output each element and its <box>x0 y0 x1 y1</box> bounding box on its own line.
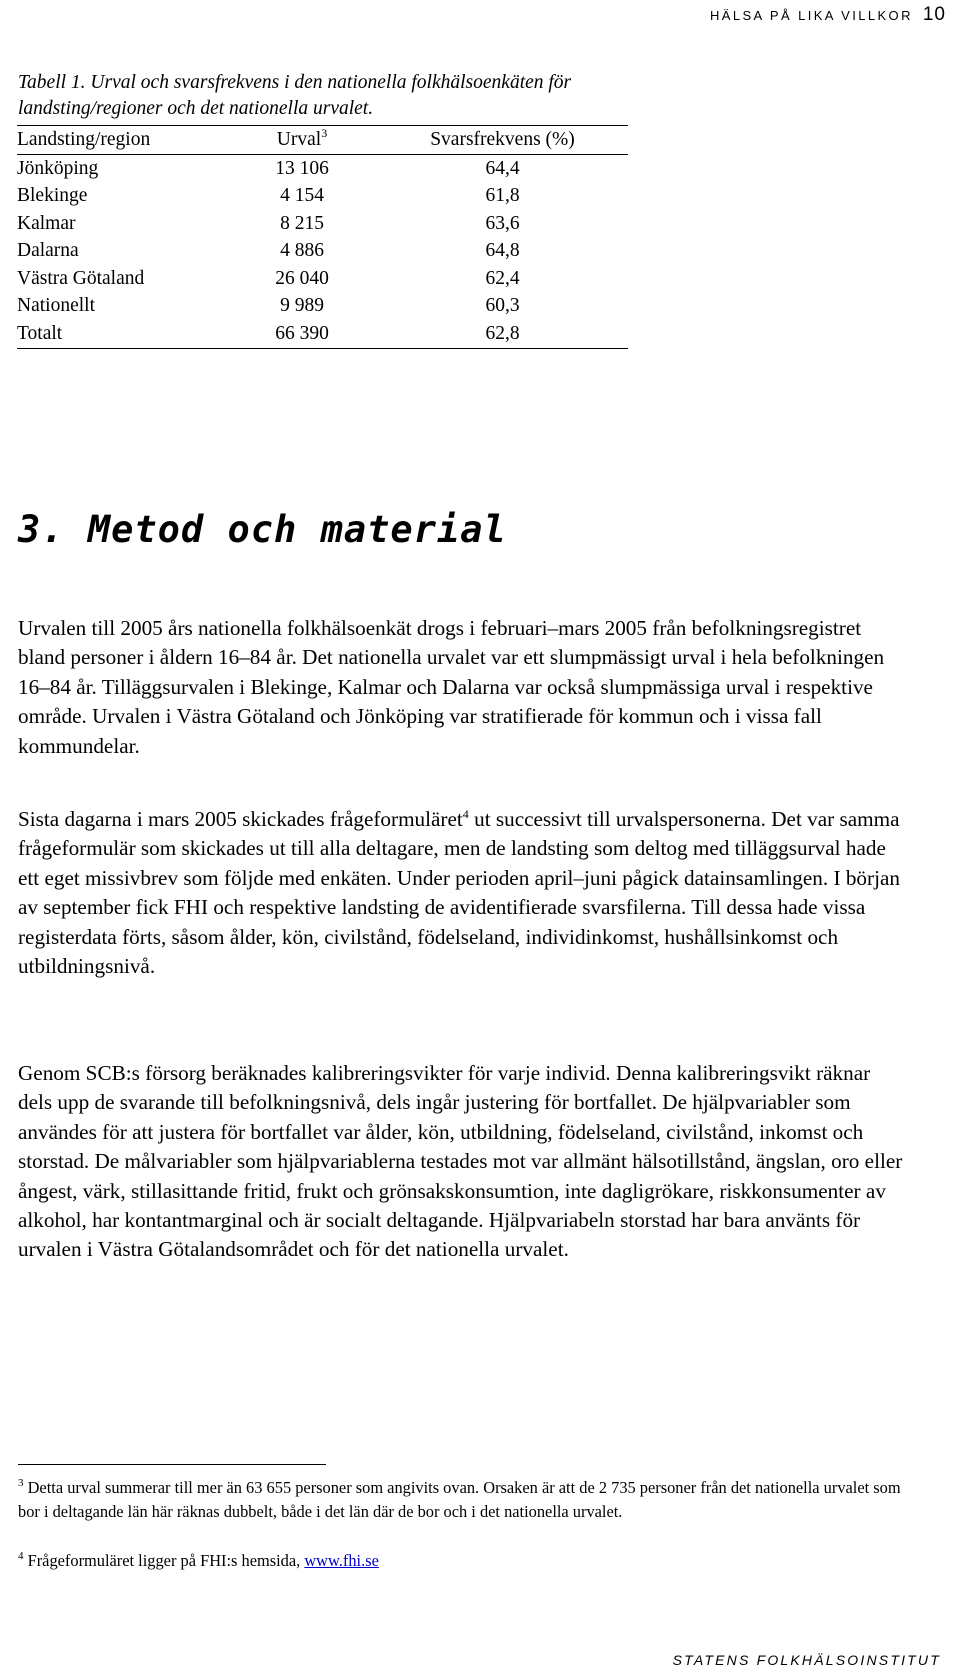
cell-rate <box>377 238 628 266</box>
cell-region: Kalmar <box>17 212 76 234</box>
cell-urval: 9 989 <box>280 295 324 317</box>
paragraph-2-start: Sista dagarna i mars 2005 skickades frågeformuläret <box>18 807 463 831</box>
cell-region: Västra Götaland <box>17 267 145 289</box>
cell-urval: 26 040 <box>275 267 329 289</box>
footnote-4-text: Frågeformuläret ligger på FHI:s hemsida, <box>23 1551 305 1570</box>
table-row <box>17 293 628 321</box>
header-region: Landsting/region <box>17 126 227 155</box>
table-row <box>17 210 628 238</box>
paragraph-2 <box>18 805 908 981</box>
cell-rate-value: 63,6 <box>485 212 520 234</box>
cell-rate-value: 61,8 <box>485 185 520 207</box>
table-row <box>17 320 628 348</box>
cell-urval: 4 886 <box>280 240 324 262</box>
fhi-website-link[interactable]: www.fhi.se <box>304 1551 379 1570</box>
footnote-3 <box>18 1476 908 1524</box>
running-title: HÄLSA PÅ LIKA VILLKOR <box>709 8 913 23</box>
paragraph-1: Urvalen till 2005 års nationella folkhälsoenkät drogs i februari–mars 2005 från befolkningsregistret bland personer i åldern 16–84 år. Det nationella urvalet var ett slumpmässigt urval i hela befolkningen 16–84 år. Tilläggsurvalen i Blekinge, Kalmar och Dalarna var också slumpmässiga urval i respektive område. Urvalen i Västra Götaland och Jönköping var stratifierade för kommun och i vissa fall kommundelar. <box>18 616 885 758</box>
cell-region: Nationellt <box>17 295 95 317</box>
footnote-4 <box>18 1549 908 1573</box>
cell-rate-value: 62,4 <box>485 267 520 289</box>
table-header-row <box>17 126 628 155</box>
footnote-4-mark: 4 <box>18 1550 24 1562</box>
section-heading: 3. Metod och material <box>18 508 507 551</box>
cell-rate <box>377 320 628 348</box>
cell-region: Dalarna <box>17 240 79 262</box>
table-caption-lead: Tabell 1. <box>18 72 86 93</box>
footnote-3-mark: 3 <box>18 1477 24 1489</box>
table-row <box>17 183 628 211</box>
footnote-ref-3: 3 <box>321 126 328 140</box>
table-caption-text: Urval och svarsfrekvens i den nationella folkhälsoenkäten för landsting/regioner och det nationella urvalet. <box>18 72 572 119</box>
table-row <box>17 155 628 183</box>
paragraph-3: Genom SCB:s försorg beräknades kalibreringsvikter för varje individ. Denna kalibreringsvikt räknar dels upp de svarande till befolkningsnivå, dels ingår justering för bortfallet. De hjälpvariabler som användes för att justera för bortfallet var ålder, kön, utbildning, födelseland, civilstånd, inkomst och storstad. De målvariabler som hjälpvariablerna testades mot var allmänt hälsotillstånd, ängslan, oro eller ångest, värk, stillasittande fritid, frukt och grönsakskonsumtion, inte dagligrökare, riskkonsumenter av alkohol, har kontantmarginal och är socialt deltagande. Hjälpvariabeln storstad har bara använts för urvalen i Västra Götalandsområdet och för det nationella urvalet. <box>18 1061 903 1262</box>
footnote-ref-4: 4 <box>462 807 469 821</box>
cell-urval: 13 106 <box>275 157 329 179</box>
response-rate-table <box>17 125 628 349</box>
table-row <box>17 238 628 266</box>
cell-rate-value: 62,8 <box>485 322 520 344</box>
cell-urval: 4 154 <box>280 185 324 207</box>
cell-region: Totalt <box>17 320 227 348</box>
cell-rate <box>377 210 628 238</box>
cell-urval: 8 215 <box>280 212 324 234</box>
cell-rate-value: 64,8 <box>485 240 520 262</box>
header-rate <box>377 126 628 155</box>
running-header <box>710 4 946 26</box>
page-number: 10 <box>922 4 946 25</box>
cell-rate-value: 60,3 <box>485 295 520 317</box>
footnote-3-text: Detta urval summerar till mer än 63 655 personer som angivits ovan. Orsaken är att de 2 735 personer från det nationella urvalet som bor i deltagande län här räknas dubbelt, både i det län där de bor och i det nationella urvalet. <box>18 1478 901 1521</box>
cell-region: Jönköping <box>17 157 99 179</box>
cell-rate <box>377 155 628 183</box>
publisher-footer: STATENS FOLKHÄLSOINSTITUT <box>672 1652 941 1668</box>
header-rate-label: Svarsfrekvens (%) <box>430 129 575 150</box>
paragraph-2-rest: ut successivt till urvalspersonerna. Det var samma frågeformulär som skickades ut till alla deltagare, men de landsting som deltog med tilläggsurval hade ett eget missivbrev som följde med enkäten. Under perioden april–juni pågick datainsamlingen. I början av september fick FHI och respektive landsting de avidentifierade svarsfilerna. Till dessa hade vissa registerdata förts, såsom ålder, kön, civilstånd, födelseland, individinkomst, hushållsinkomst och utbildningsnivå. <box>18 807 900 979</box>
footnote-divider <box>18 1464 326 1465</box>
cell-rate <box>377 265 628 293</box>
table-row <box>17 265 628 293</box>
header-urval-label: Urval <box>276 129 322 150</box>
cell-region: Blekinge <box>17 185 88 207</box>
cell-urval: 66 390 <box>227 320 377 348</box>
cell-rate <box>377 293 628 321</box>
table-body <box>17 155 628 349</box>
header-urval <box>227 126 377 155</box>
cell-rate <box>377 183 628 211</box>
table-caption <box>18 70 718 122</box>
cell-rate-value: 64,4 <box>485 157 520 179</box>
